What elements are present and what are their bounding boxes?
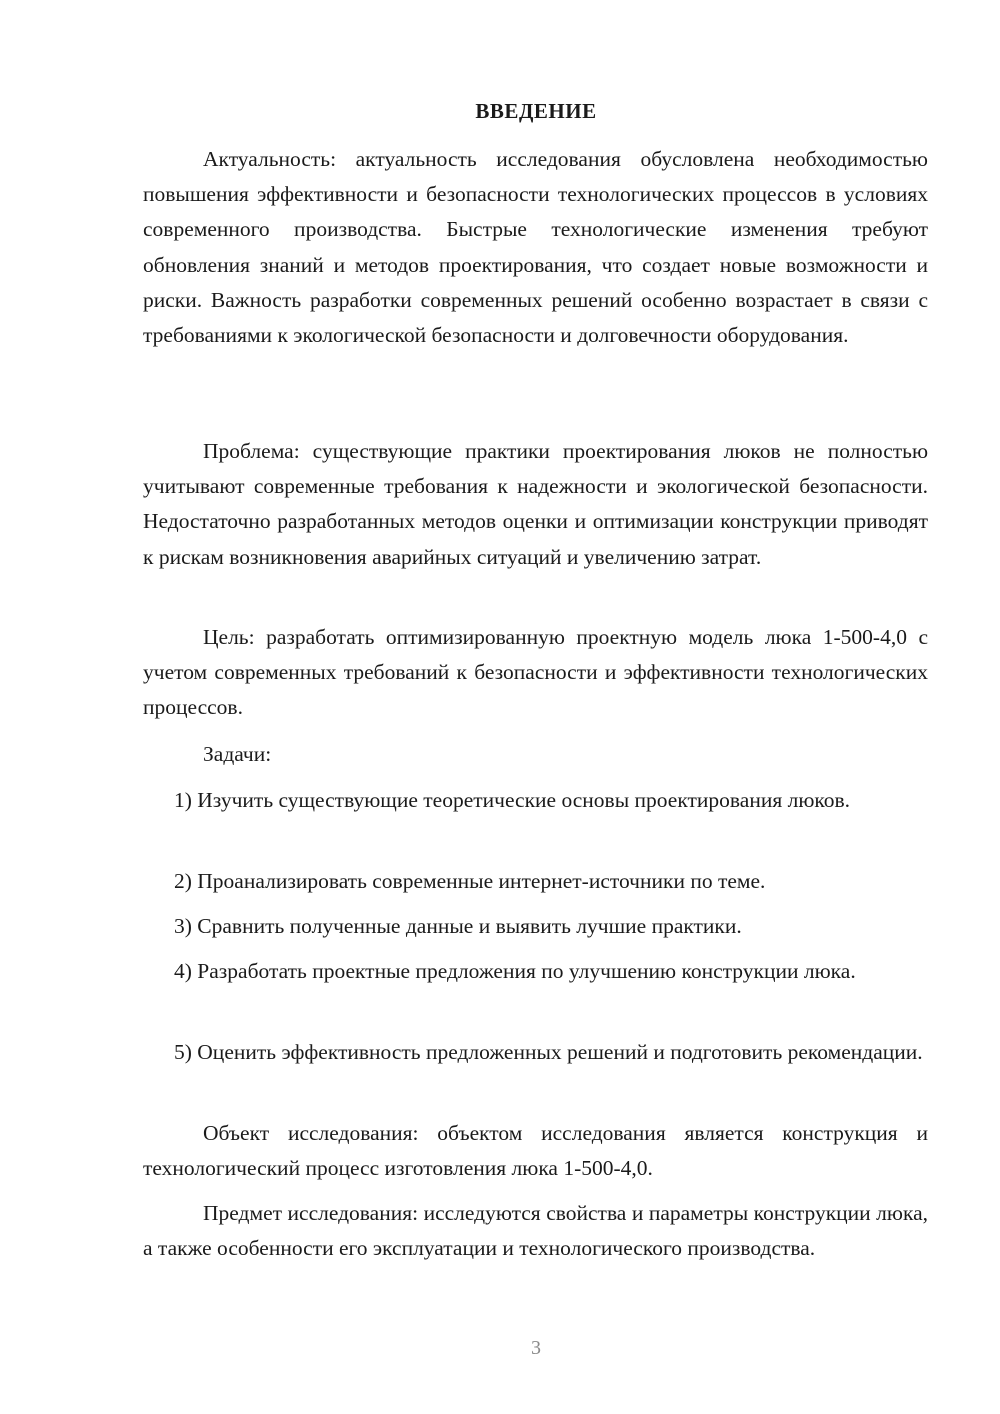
task-item-text: 2) Проанализировать современные интернет-источники по теме. xyxy=(174,869,766,893)
task-item-1 xyxy=(143,783,928,818)
paragraph-problem-text: Проблема: существующие практики проектирования люков не полностью учитывают современные требования к надежности и экологической безопасности. Недостаточно разработанных методов оценки и оптимизации конструкции приводят к рискам возникновения аварийных ситуаций и увеличению затрат. xyxy=(143,439,928,569)
paragraph-goal xyxy=(143,620,928,726)
page-number: 3 xyxy=(531,1337,541,1359)
paragraph-goal-text: Цель: разработать оптимизированную проектную модель люка 1-500-4,0 с учетом современных требований к безопасности и эффективности технологических процессов. xyxy=(143,625,928,720)
paragraph-actuality xyxy=(143,142,928,353)
task-item-text: 4) Разработать проектные предложения по улучшению конструкции люка. xyxy=(174,959,856,983)
task-item-5 xyxy=(143,1035,928,1070)
tasks-heading xyxy=(143,737,928,772)
paragraph-actuality-text: Актуальность: актуальность исследования обусловлена необходимостью повышения эффективности и безопасности технологических процессов в условиях современного производства. Быстрые технологические изменения требуют обновления знаний и методов проектирования, что создает новые возможности и риски. Важность разработки современных решений особенно возрастает в связи с требованиями к экологической безопасности и долговечности оборудования. xyxy=(143,147,928,348)
paragraph-object-text: Объект исследования: объектом исследования является конструкция и технологический процесс изготовления люка 1-500-4,0. xyxy=(143,1121,928,1181)
page-title: ВВЕДЕНИЕ xyxy=(475,99,597,123)
paragraph-problem xyxy=(143,434,928,575)
task-item-text: 5) Оценить эффективность предложенных решений и подготовить рекомендации. xyxy=(174,1040,923,1064)
task-item-3 xyxy=(143,909,928,944)
tasks-heading-text: Задачи: xyxy=(203,742,272,766)
task-item-4 xyxy=(143,954,928,989)
task-item-text: 3) Сравнить полученные данные и выявить лучшие практики. xyxy=(174,914,742,938)
paragraph-subject xyxy=(143,1196,928,1266)
paragraph-object xyxy=(143,1116,928,1186)
task-item-text: 1) Изучить существующие теоретические основы проектирования люков. xyxy=(174,788,851,812)
paragraph-subject-text: Предмет исследования: исследуются свойства и параметры конструкции люка, а также особенности его эксплуатации и технологического производства. xyxy=(143,1201,928,1261)
task-item-2 xyxy=(143,864,928,899)
